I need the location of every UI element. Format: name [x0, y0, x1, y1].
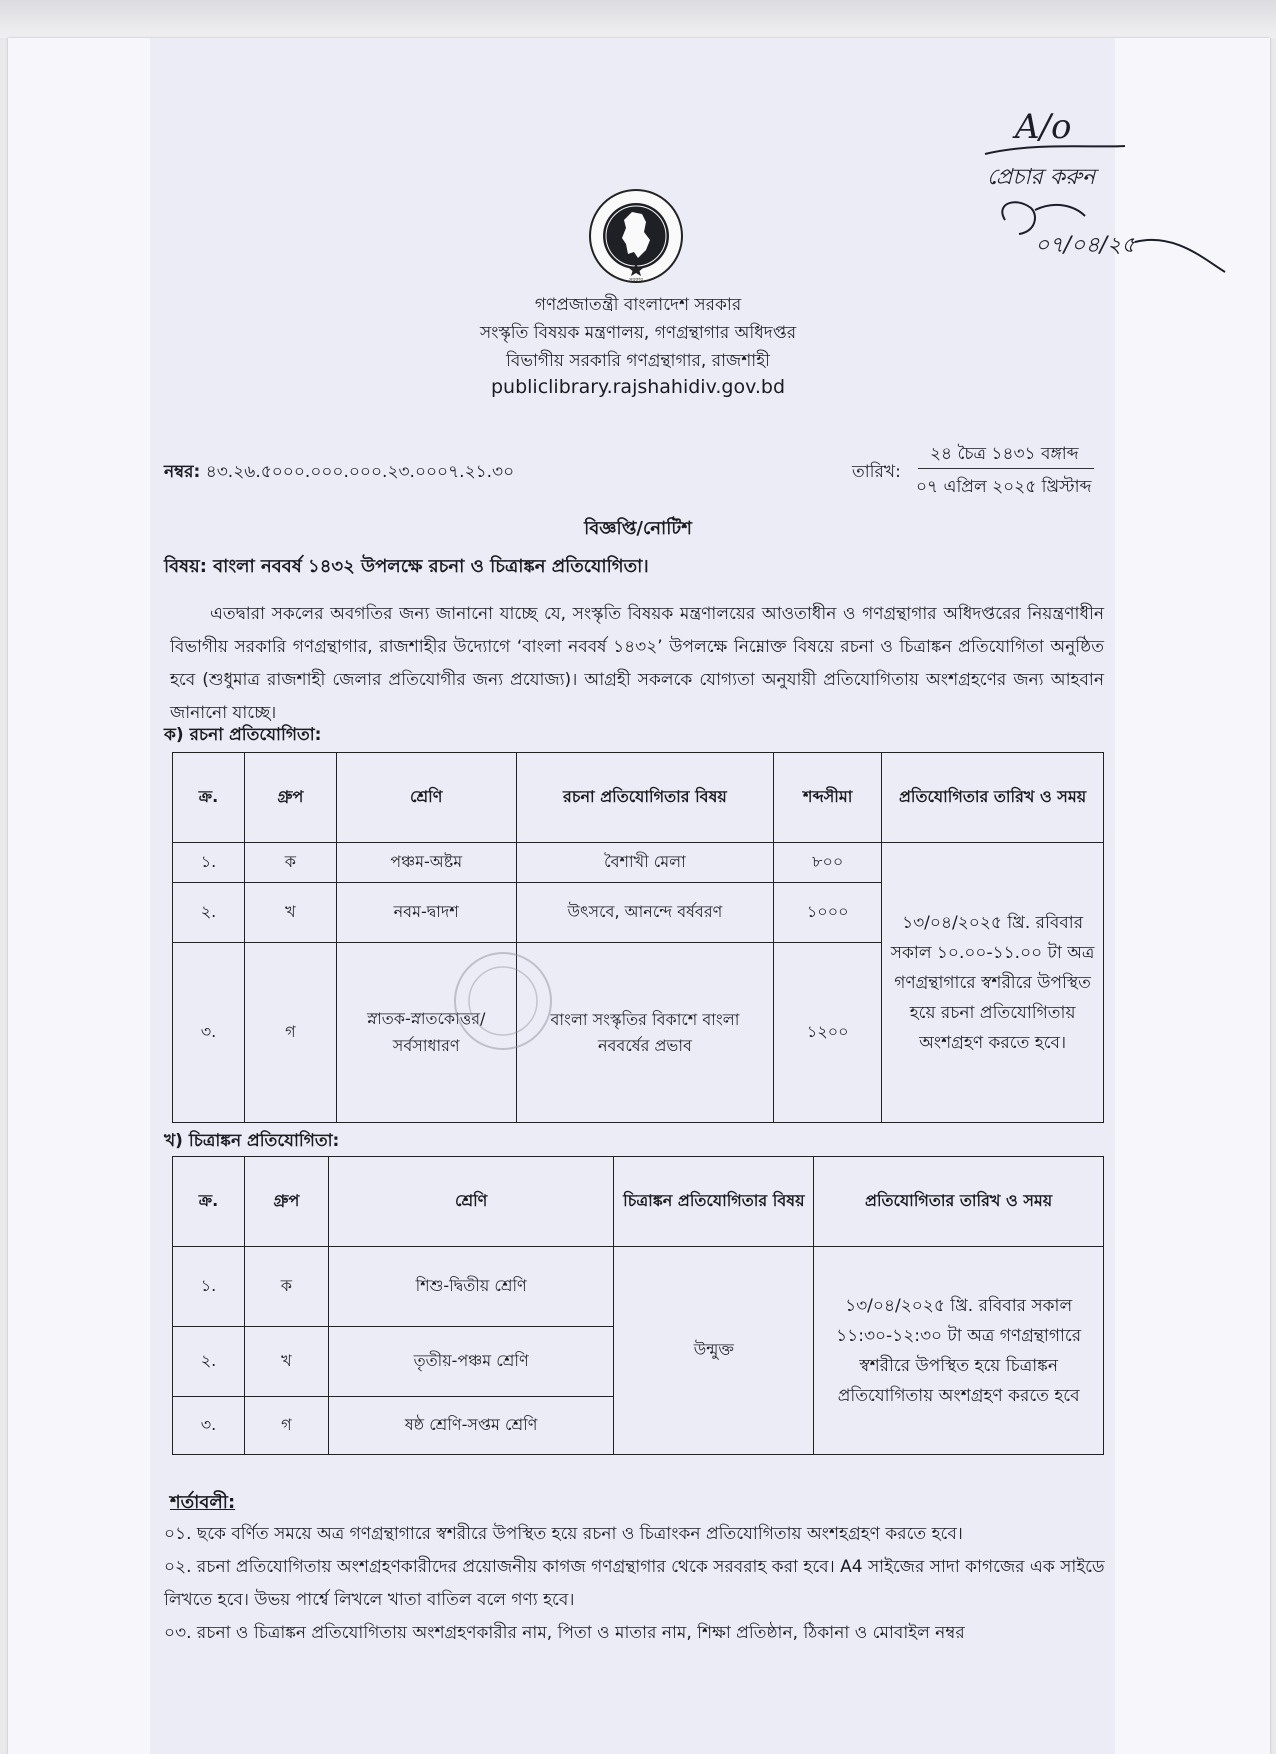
notice-body: [170, 598, 1104, 730]
cell-class: তৃতীয়-পঞ্চম শ্রেণি: [328, 1327, 614, 1397]
annotation-line2: প্রেচার করুন: [987, 165, 1096, 190]
terms-list: [164, 1518, 1108, 1650]
col-serial: ক্র.: [173, 1157, 245, 1247]
cell-serial: ৩.: [173, 1397, 245, 1455]
cell-class: স্নাতক-স্নাতকোত্তর/সর্বসাধারণ: [336, 943, 516, 1123]
date-label: তারিখ:: [852, 462, 901, 482]
memo-number-value: ৪৩.২৬.৫০০০.০০০.০০০.২৩.০০০৭.২১.৩০: [205, 462, 515, 482]
col-word-limit: শব্দসীমা: [774, 753, 882, 843]
col-schedule: প্রতিযোগিতার তারিখ ও সময়: [814, 1157, 1104, 1247]
col-class: শ্রেণি: [328, 1157, 614, 1247]
annotation-line1: A/o: [1015, 107, 1072, 147]
cell-word-limit: ১০০০: [774, 883, 882, 943]
date-divider: [918, 468, 1094, 469]
cell-serial: ১.: [173, 843, 245, 883]
cell-group: গ: [244, 1397, 328, 1455]
government-emblem-icon: [588, 188, 684, 284]
cell-group: গ: [244, 943, 336, 1123]
date-bengali: ২৪ চৈত্র ১৪৩১ বঙ্গাব্দ: [930, 444, 1079, 464]
notice-body-text: এতদ্বারা সকলের অবগতির জন্য জানানো যাচ্ছে যে, সংস্কৃতি বিষয়ক মন্ত্রণালয়ের আওতাধীন ও গণগ্রন্থাগার অধিদপ্তরের নিয়ন্ত্রণাধীন বিভাগীয় সরকারি গণগ্রন্থাগার, রাজশাহীর উদ্যোগে ‘বাংলা নববর্ষ ১৪৩২’ উপলক্ষে নিম্নোক্ত বিষয়ে রচনা ও চিত্রাঙ্কন প্রতিযোগিতা অনুষ্ঠিত হবে (শুধুমাত্র রাজশাহী জেলার প্রতিযোগীর জন্য প্রযোজ্য)। আগ্রহী সকলকে যোগ্যতা অনুযায়ী প্রতিযোগিতায় অংশগ্রহণের জন্য আহবান জানানো যাচ্ছে।: [170, 604, 1104, 723]
date-gregorian: ০৭ এপ্রিল ২০২৫ খ্রিস্টাব্দ: [916, 477, 1092, 497]
handwritten-signature-icon: [975, 92, 1245, 312]
cell-group: ক: [244, 843, 336, 883]
essay-header-row: [173, 753, 1104, 843]
drawing-header-row: [173, 1157, 1104, 1247]
cell-topic: বৈশাখী মেলা: [516, 843, 774, 883]
col-group: গ্রুপ: [244, 1157, 328, 1247]
table-row: [173, 1247, 1104, 1327]
notice-title: বিজ্ঞপ্তি/নোটিশ: [584, 518, 692, 539]
col-group: গ্রুপ: [244, 753, 336, 843]
cell-word-limit: ৮০০: [774, 843, 882, 883]
cell-serial: ৩.: [173, 943, 245, 1123]
terms-item: ০২. রচনা প্রতিযোগিতায় অংশগ্রহণকারীদের প্রয়োজনীয় কাগজ গণগ্রন্থাগার থেকে সরবরাহ করা হবে। A4 সাইজের সাদা কাগজের এক সাইডে লিখতে হবে। উভয় পার্শ্বে লিখলে খাতা বাতিল বলে গণ্য হবে।: [164, 1557, 1105, 1610]
cell-class: ষষ্ঠ শ্রেণি-সপ্তম শ্রেণি: [328, 1397, 614, 1455]
notice-subject: বিষয়: বাংলা নববর্ষ ১৪৩২ উপলক্ষে রচনা ও চিত্রাঙ্কন প্রতিযোগিতা।: [164, 556, 649, 577]
cell-group: খ: [244, 1327, 328, 1397]
col-topic: চিত্রাঙ্কন প্রতিযোগিতার বিষয়: [614, 1157, 814, 1247]
cell-schedule: ১৩/০৪/২০২৫ খ্রি. রবিবার সকাল ১১:৩০-১২:৩০ টা অত্র গণগ্রন্থাগারে স্বশরীরে উপস্থিত হয়ে চিত্রাঙ্কন প্রতিযোগিতায় অংশগ্রহণ করতে হবে: [814, 1247, 1104, 1455]
annotation-line3: ০৭/০৪/২৫: [1035, 233, 1136, 258]
col-schedule: প্রতিযোগিতার তারিখ ও সময়: [882, 753, 1104, 843]
cell-topic: উৎসবে, আনন্দে বর্ষবরণ: [516, 883, 774, 943]
terms-heading: শর্তাবলী:: [170, 1492, 236, 1513]
govt-name: গণপ্রজাতন্ত্রী বাংলাদেশ সরকার: [534, 295, 742, 315]
cell-group: ক: [244, 1247, 328, 1327]
cell-class: নবম-দ্বাদশ: [336, 883, 516, 943]
svg-text:সরকার: সরকার: [629, 277, 643, 283]
cell-topic: বাংলা সংস্কৃতির বিকাশে বাংলা নববর্ষের প্রভাব: [516, 943, 774, 1123]
scan-top-edge: [0, 0, 1276, 38]
website-url: publiclibrary.rajshahidiv.gov.bd: [490, 376, 786, 398]
drawing-heading: খ) চিত্রাঙ্কন প্রতিযোগিতা:: [164, 1131, 340, 1151]
office-name: বিভাগীয় সরকারি গণগ্রন্থাগার, রাজশাহী: [506, 351, 770, 371]
cell-class: পঞ্চম-অষ্টম: [336, 843, 516, 883]
essay-heading: ক) রচনা প্রতিযোগিতা:: [164, 725, 322, 745]
memo-label: নম্বর:: [164, 462, 201, 482]
ministry-name: সংস্কৃতি বিষয়ক মন্ত্রণালয়, গণগ্রন্থাগার অধিদপ্তর: [479, 323, 797, 343]
cell-schedule: ১৩/০৪/২০২৫ খ্রি. রবিবার সকাল ১০.০০-১১.০০ টা অত্র গণগ্রন্থাগারে স্বশরীরে উপস্থিত হয়ে রচনা প্রতিযোগিতায় অংশগ্রহণ করতে হবে।: [882, 843, 1104, 1123]
faint-stamp-icon: [448, 946, 558, 1056]
col-topic: রচনা প্রতিযোগিতার বিষয়: [516, 753, 774, 843]
cell-serial: ১.: [173, 1247, 245, 1327]
memo-number: [164, 459, 514, 487]
essay-table: [172, 752, 1104, 1123]
cell-group: খ: [244, 883, 336, 943]
cell-class: শিশু-দ্বিতীয় শ্রেণি: [328, 1247, 614, 1327]
terms-item: ০১. ছকে বর্ণিত সময়ে অত্র গণগ্রন্থাগারে স্বশরীরে উপস্থিত হয়ে রচনা ও চিত্রাংকন প্রতিযোগিতায় অংশহগ্রহণ করতে হবে।: [164, 1524, 963, 1544]
cell-word-limit: ১২০০: [774, 943, 882, 1123]
col-serial: ক্র.: [173, 753, 245, 843]
drawing-table: [172, 1156, 1104, 1455]
cell-serial: ২.: [173, 883, 245, 943]
cell-topic: উন্মুক্ত: [614, 1247, 814, 1455]
terms-item: ০৩. রচনা ও চিত্রাঙ্কন প্রতিযোগিতায় অংশগ্রহণকারীর নাম, পিতা ও মাতার নাম, শিক্ষা প্রতিষ্ঠান, ঠিকানা ও মোবাইল নম্বর: [164, 1623, 965, 1643]
cell-serial: ২.: [173, 1327, 245, 1397]
table-row: [173, 843, 1104, 883]
col-class: শ্রেণি: [336, 753, 516, 843]
